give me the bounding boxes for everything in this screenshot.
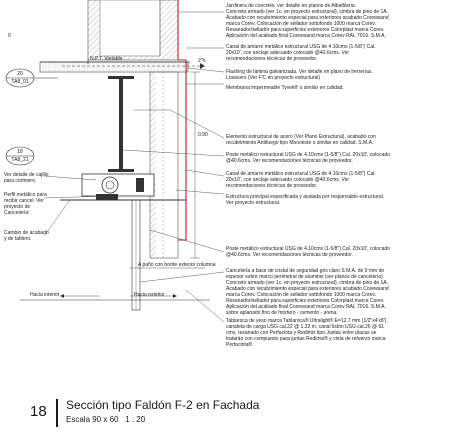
detail-tag-sheet: TA8_21 xyxy=(11,157,29,163)
detail-tag-number: 20 xyxy=(17,71,23,77)
title-divider xyxy=(56,399,58,427)
spec-note: Canal de amarre metálico estructural USG de 4.10cms (1-5/8") Cal. 20x10', con anclaje adecuado colocado @40.6cms. Ver recomendaciones técnicas de proveedor. xyxy=(226,44,376,62)
planter-inner xyxy=(100,0,160,56)
spec-note: Membrana impermeable Tyvek® o similar en calidad. xyxy=(226,85,344,91)
spec-note: Cancelería a base de cristal de seguridad gris claro S.M.A. de 9 mm de espesor sobre marco perimetral de aluminio (ver planos de cancelería) Concreto armado (ver 1c. en proyecto estructural), cimbra de pino de 1A. Acabado con recubrimiento especial para exteriores acabado Corewsand marca Corev. Colocación de sellador sottofondo 1000 marca Corev. Resanador/sellador para superficies exteriores Colorplast marca Corev. Aplicación del acabado final Corewsand marca Corev RAL 7016. S.M.A. sobre aplanado fino de mortero - cemento - arena. xyxy=(226,268,389,316)
spec-note: Tablaroca de yeso marca Tablaroca® Ultralight® E=12.7 mm (1/2"x4'x8'), canaleta de carga USG cal.22 @ 1.22 m. canal listón USG cal.26 @ 61 cms, resanado con Perfacinta y Redimix tipo Juntas entre placas se tratarán con compuesto para juntas Redimix® y cinta de refuerzo marca Perfacinta®. xyxy=(226,318,388,348)
steel-beam xyxy=(108,76,134,172)
npt-label: N.P.T. Variable xyxy=(90,56,123,62)
corner-label: 0 xyxy=(8,33,11,39)
title-block xyxy=(30,398,330,432)
spec-note: Jardinera de concreto, ver detalle en planos de Albañileria. Concreto armado (ver 1c. en proyecto estructural), cimbra de pino de 1A. Acabado con recubrimiento especial para exteriores acabado Corewsand marca Corev. Colocación de sellador sottofondo 1000 marca Corev. Resanador/sellador para superficies exteriores Colorplast marca Corev. Aplicación del acabado final Corewsand marca Corev RAL 7016. S.M.A. xyxy=(226,3,389,39)
detail-tag-number: 18 xyxy=(17,149,23,155)
interior-direction-label: Hacia interior xyxy=(30,292,60,298)
sheet-number: 18 xyxy=(30,403,47,420)
top-dim-label: 2"h. xyxy=(198,58,207,64)
spec-note: Poste metálico estructural USG de 4.10cms (1-5/8") Cal. 20x10', colocado @40.6cms. Ver recomendaciones técnicas de proveedor. xyxy=(226,152,390,164)
exterior-direction-label: Hacia exterior xyxy=(134,292,165,298)
left-note: Ver detalle de cajillo para cortinero. xyxy=(4,172,49,184)
drawing-scale: Escala 90 x 60 1 : 20 xyxy=(66,415,146,424)
detail-tag-sheet: TA8_01 xyxy=(11,79,29,85)
dim-label-090: 0.90 xyxy=(198,132,208,138)
left-note: Cambio de acabado y de tablero. xyxy=(4,230,49,242)
steel-deck-slab xyxy=(40,62,188,72)
spec-note: Flashing de lámina galvanizada. Ver detalle en plano de herrerías. Losacero (Ver F'C en proyecto estructural) xyxy=(226,69,373,81)
spec-note: Elemento estructural de acero (Ver Plano Estructural), acabado con recubrimiento Antifuego tipo Monokote o similar en calidad. S.M.A. xyxy=(226,134,376,146)
drawing-title: Sección tipo Faldón F-2 en Fachada xyxy=(66,398,260,412)
curtain-box xyxy=(82,174,154,200)
opening-label: A paño con borde exterior columna xyxy=(138,262,216,268)
spec-note: Poste metálico estructural USG de 4.10cms (1-5/8") Cal. 20x10', colocado @40.6cms. Ver recomendaciones técnicas de proveedor. xyxy=(226,246,390,258)
spec-note: Canal de amarre metálico estructural USG de 4.10cms (1-5/8") Cal. 20x10', con anclaje adecuado colocado @40.6cms. Ver recomendaciones técnicas de proveedor. xyxy=(226,171,376,189)
exterior-finish-line xyxy=(178,0,186,240)
spec-note: Estructura principal especificada y avalada por responsable estructural. Ver proyecto estructural. xyxy=(226,194,385,206)
left-note: Perfil metálico para recibir cancel. Ver proyecto de Cancelería: xyxy=(4,192,47,216)
